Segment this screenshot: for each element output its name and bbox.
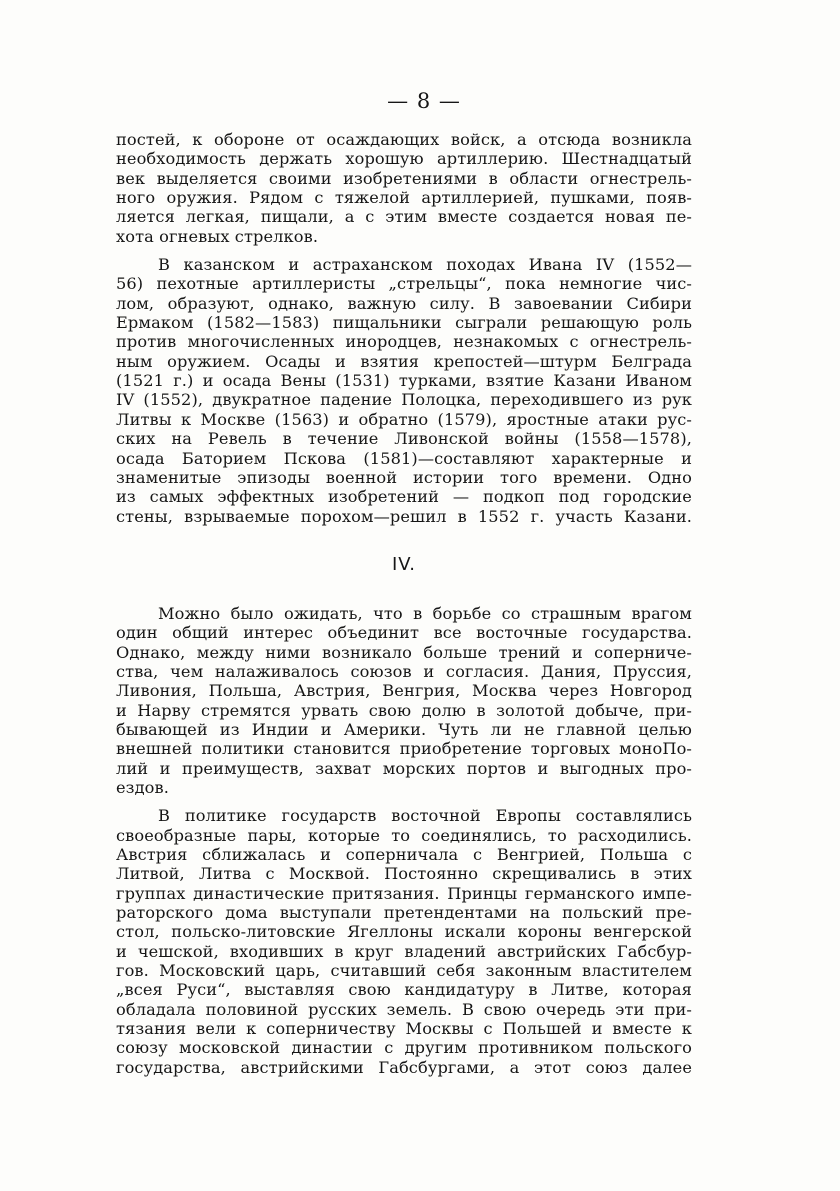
text-line: ства, чем налаживалось союзов и согласия. Дания, Пруссия, — [116, 661, 692, 681]
text-line: (1521 г.) и осада Вены (1531) турками, взятие Казани Иваном — [116, 371, 692, 391]
text-line: внешней политики становится приобретение торговых моноПо- — [116, 739, 692, 759]
text-line: лом, образуют, однако, важную силу. В завоевании Сибири — [116, 293, 692, 313]
text-line: осада Баторием Пскова (1581)—составляют характерные и — [116, 448, 692, 468]
text-line: против многочисленных инородцев, незнакомых с огнестрель- — [116, 332, 692, 352]
text-line: своеобразные пары, которые то соединялись, то расходились. — [116, 825, 692, 845]
text-line: тязания вели к соперничеству Москвы с Польшей и вместе к — [116, 1019, 692, 1039]
paragraph-artillery — [116, 130, 692, 246]
text-line: Литвы к Москве (1563) и обратно (1579), яростные атаки рус- — [116, 409, 692, 429]
section-heading: IV. — [391, 553, 417, 575]
text-line: постей, к обороне от осаждающих войск, а отсюда возникла — [116, 130, 692, 149]
text-line: союзу московской династии с другим противником польского — [116, 1038, 692, 1058]
text-line: стены, взрываемые порохом—решил в 1552 г. участь Казани. — [116, 506, 692, 526]
text-line: необходимость держать хорошую артиллерию. Шестнадцатый — [116, 149, 692, 169]
text-line: из самых эффектных изобретений — подкоп под городские — [116, 487, 692, 507]
paragraph-dynastic-pairs — [116, 806, 692, 1077]
text-line: Литвой, Литва с Москвой. Постоянно скрещивались в этих — [116, 864, 692, 884]
text-line: „всея Руси“, выставляя свою кандидатуру в Литве, которая — [116, 980, 692, 1000]
text-line: ездов. — [116, 777, 169, 797]
text-line: Можно было ожидать, что в борьбе со страшным врагом — [158, 603, 692, 623]
text-line: группах династические притязания. Принцы германского импе- — [116, 883, 692, 903]
text-line: обладала половиной русских земель. В свою очередь эти при- — [116, 999, 692, 1019]
text-line: знаменитые эпизоды военной истории того времени. Одно — [116, 467, 692, 487]
text-line: лий и преимуществ, захват морских портов и выгодных про- — [116, 758, 692, 778]
text-line: хота огневых стрелков. — [116, 226, 319, 246]
text-line: ного оружия. Рядом с тяжелой артиллерией, пушками, появ- — [116, 188, 692, 208]
text-line: век выделяется своими изобретениями в области огнестрель- — [116, 168, 692, 188]
text-line: Ермаком (1582—1583) пищальники сыграли решающую роль — [116, 313, 692, 333]
text-line: раторского дома выступали претендентами на польский пре- — [116, 903, 692, 923]
text-line: бывающей из Индии и Америки. Чуть ли не главной целью — [116, 719, 692, 739]
text-line: 56) пехотные артиллеристы „стрельцы“, пока немногие чис- — [116, 274, 692, 294]
text-line: один общий интерес объединит все восточные государства. — [116, 623, 692, 643]
text-line: В политике государств восточной Европы составлялись — [158, 806, 692, 826]
book-page — [116, 86, 692, 1086]
paragraph-campaigns — [116, 255, 692, 526]
paragraph-rivalry — [116, 604, 692, 797]
text-line: IV (1552), двукратное падение Полоцка, переходившего из рук — [116, 390, 692, 410]
text-line: гов. Московский царь, считавший себя законным властителем — [116, 961, 692, 981]
text-line: Однако, между ними возникало больше трений и соперниче- — [116, 642, 692, 662]
text-line: государства, австрийскими Габсбургами, а этот союз далее — [116, 1057, 692, 1077]
text-line: ских на Ревель в течение Ливонской войны (1558—1578), — [116, 429, 692, 449]
text-line: ляется легкая, пищали, а с этим вместе создается новая пе- — [116, 207, 692, 227]
text-line: и чешской, входивших в круг владений австрийских Габсбур- — [116, 941, 692, 961]
text-line: Ливония, Польша, Австрия, Венгрия, Москва через Новгород — [116, 681, 692, 701]
text-line: Австрия сближалась и соперничала с Венгрией, Польша с — [116, 845, 692, 864]
text-line: В казанском и астраханском походах Ивана IV (1552— — [158, 255, 692, 275]
text-line: ным оружием. Осады и взятия крепостей—штурм Белграда — [116, 351, 692, 371]
page-number: — 8 — — [387, 89, 461, 113]
text-line: и Нарву стремятся урвать свою долю в золотой добыче, при- — [116, 700, 692, 720]
text-line: стол, польско-литовские Ягеллоны искали короны венгерской — [116, 922, 692, 942]
